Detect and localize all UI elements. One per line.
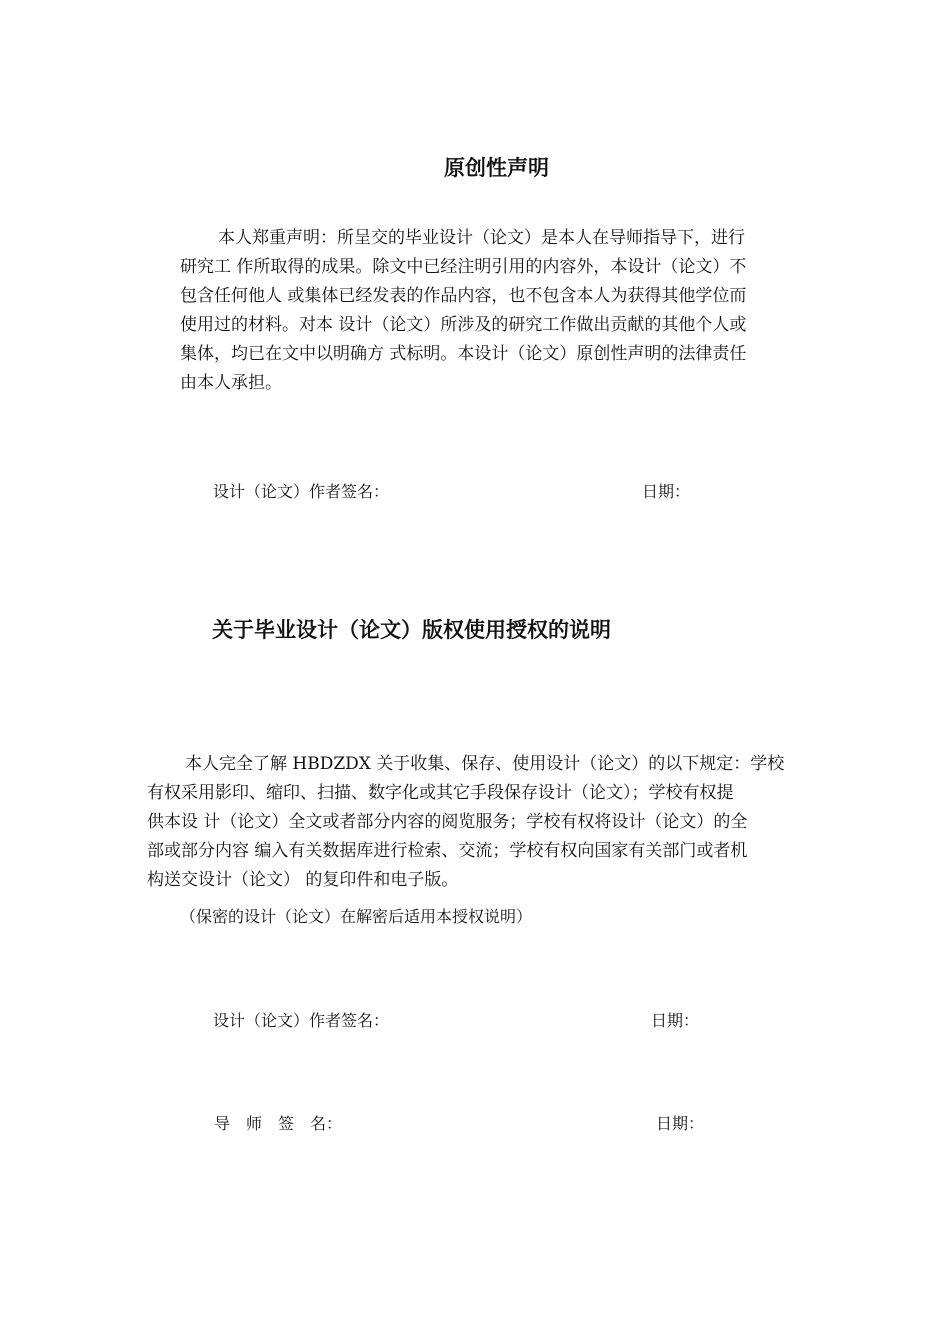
copyright-paragraph [147,750,784,895]
declaration-line: 集体，均已在文中以明确方 式标明。本设计（论文）原创性声明的法律责任 [180,344,747,364]
declaration-author-signature-label: 设计（论文）作者签名： [213,482,390,501]
declaration-line: 研究工 作所取得的成果。除文中已经注明引用的内容外，本设计（论文）不 [180,257,747,277]
declaration-date-label: 日期： [642,482,691,501]
copyright-author-signature-label: 设计（论文）作者签名： [213,1011,390,1030]
declaration-title: 原创性声明 [444,156,549,180]
declaration-line: 使用过的材料。对本 设计（论文）所涉及的研究工作做出贡献的其他个人或 [180,315,747,335]
copyright-title: 关于毕业设计（论文）版权使用授权的说明 [212,618,611,642]
copyright-line: 本人完全了解 HBDZDX 关于收集、保存、使用设计（论文）的以下规定：学校 [185,754,785,774]
copyright-line: 有权采用影印、缩印、扫描、数字化或其它手段保存设计（论文）；学校有权提 [147,783,734,803]
copyright-note: （保密的设计（论文）在解密后适用本授权说明） [180,907,533,926]
copyright-line: 部或部分内容 编入有关数据库进行检索、交流；学校有权向国家有关部门或者机 [147,841,748,861]
supervisor-signature-label: 导 师 签 名： [214,1114,343,1133]
copyright-author-date-label: 日期： [651,1011,700,1030]
declaration-line: 由本人承担。 [180,373,282,393]
declaration-line: 包含任何他人 或集体已经发表的作品内容，也不包含本人为获得其他学位而 [180,286,747,306]
copyright-line: 构送交设计（论文） 的复印件和电子版。 [147,870,459,890]
declaration-paragraph [180,224,746,398]
declaration-line: 本人郑重声明：所呈交的毕业设计（论文）是本人在导师指导下，进行 [218,228,745,248]
supervisor-date-label: 日期： [656,1114,705,1133]
copyright-line: 供本设 计（论文）全文或者部分内容的阅览服务；学校有权将设计（论文）的全 [147,812,748,832]
